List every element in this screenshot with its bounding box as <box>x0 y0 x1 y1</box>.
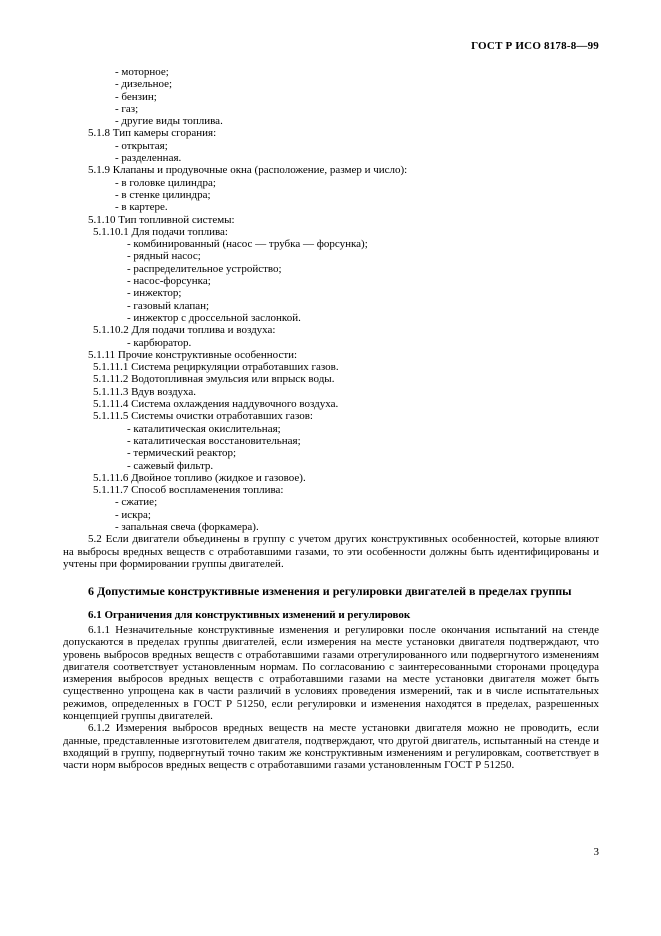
list-item: - каталитическая восстановительная; <box>127 434 301 447</box>
clause-line: 5.1.11.2 Водотопливная эмульсия или впрыск воды. <box>93 373 335 386</box>
list-item: - газовый клапан; <box>127 299 210 312</box>
clause-line: 5.1.11.5 Системы очистки отработавших газов: <box>93 410 313 423</box>
list-item: - инжектор с дроссельной заслонкой. <box>127 311 301 324</box>
document-code-header: ГОСТ Р ИСО 8178-8—99 <box>471 40 599 52</box>
section-heading: 6 Допустимые конструктивные изменения и регулировки двигателей в пределах группы <box>88 584 572 599</box>
list-item: - газ; <box>115 102 139 115</box>
clause-line: 5.1.11.6 Двойное топливо (жидкое и газовое). <box>93 471 306 484</box>
list-item: - комбинированный (насос — трубка — форсунка); <box>127 238 368 251</box>
list-item: - сжатие; <box>115 496 158 509</box>
list-item: - рядный насос; <box>127 250 201 263</box>
paragraph: 6.1.1 Незначительные конструктивные изменения и регулировки после окончания испытаний на стенде допускаются в пределах группы двигателей, если измерения на месте установки двигателя подтверждают, что уровень выбросов вредных веществ с отработавшими газами отрегулированного или подвергнутого изменениям двигателя соответствует установленным нормам. По согласованию с заинтересованными сторонами процедура измерения выбросов вредных веществ с отработавшими газами на месте установки двигателя может быть существенно упрощена как в части различий в условиях проведения измерений, так и в числе испытательных режимов, определенных в ГОСТ Р 51250, если регулировки и изменения находятся в пределах, разрешенных концепцией группы двигателей. <box>63 623 599 723</box>
list-item: - искра; <box>115 508 151 521</box>
clause-line: 5.1.9 Клапаны и продувочные окна (расположение, размер и число): <box>88 164 408 177</box>
list-item: - насос-форсунка; <box>127 275 211 288</box>
page-number: 3 <box>593 846 599 858</box>
paragraph: 5.2 Если двигатели объединены в группу с учетом других конструктивных особенностей, которые влияют на выбросы вредных веществ с отработавшими газами, то эти особенности должны быть идентифицированы и учтены при формировании группы двигателей. <box>63 533 599 570</box>
clause-line: 5.1.8 Тип камеры сгорания: <box>88 127 217 140</box>
clause-line: 5.1.11.1 Система рециркуляции отработавших газов. <box>93 361 339 374</box>
list-item: - распределительное устройство; <box>127 262 282 275</box>
list-item: - инжектор; <box>127 287 182 300</box>
list-item: - моторное; <box>115 66 169 78</box>
list-item: - в картере. <box>115 201 168 214</box>
list-item: - термический реактор; <box>127 447 237 460</box>
list-item: - запальная свеча (форкамера). <box>115 520 259 533</box>
list-item: - каталитическая окислительная; <box>127 422 281 435</box>
list-item: - разделенная. <box>115 152 182 165</box>
list-item: - карбюратор. <box>127 336 192 349</box>
list-item: - сажевый фильтр. <box>127 459 214 472</box>
list-item: - в головке цилиндра; <box>115 176 216 189</box>
list-item: - дизельное; <box>115 78 173 91</box>
clause-line: 5.1.10 Тип топливной системы: <box>88 213 235 226</box>
clause-line: 5.1.10.2 Для подачи топлива и воздуха: <box>93 324 276 337</box>
list-item: - открытая; <box>115 139 168 152</box>
list-item: - бензин; <box>115 90 157 103</box>
clause-line: 5.1.11.3 Вдув воздуха. <box>93 385 197 398</box>
paragraph: 6.1.2 Измерения выбросов вредных веществ на месте установки двигателя можно не проводить, если данные, представленные изготовителем двигателя, подтверждают, что другой двигатель, испытанный на стенде и входящий в группу, подвергнутый точно таким же конструктивным изменениям и регулировкам, соответствует в части норм выбросов вредных веществ с отработавшими газами установленным ГОСТ Р 51250. <box>63 722 599 772</box>
clause-line: 5.1.11.7 Способ воспламенения топлива: <box>93 484 284 497</box>
clause-line: 5.1.11.4 Система охлаждения наддувочного воздуха. <box>93 398 339 411</box>
list-item: - в стенке цилиндра; <box>115 188 211 201</box>
document-content <box>63 66 599 772</box>
clause-line: 5.1.11 Прочие конструктивные особенности: <box>88 348 298 361</box>
list-item: - другие виды топлива. <box>115 115 223 128</box>
subsection-heading: 6.1 Ограничения для конструктивных изменений и регулировок <box>88 608 411 621</box>
clause-line: 5.1.10.1 Для подачи топлива: <box>93 225 228 238</box>
